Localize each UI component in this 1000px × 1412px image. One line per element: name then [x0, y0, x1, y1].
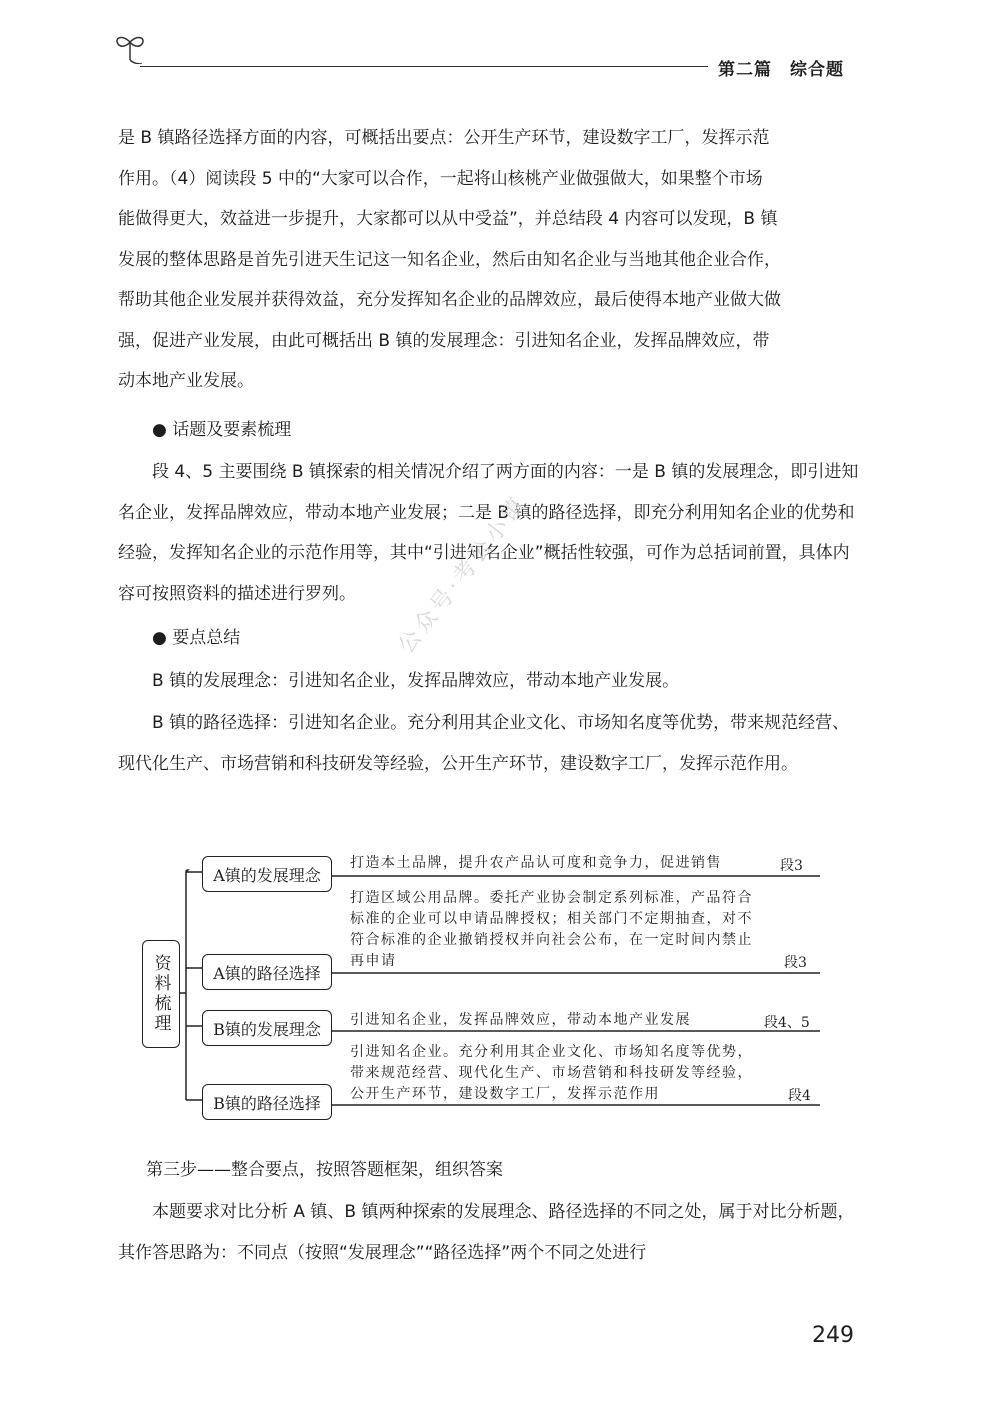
page-number: 249: [812, 1323, 854, 1348]
branch-text: 引进知名企业，发挥品牌效应，带动本地产业发展: [350, 1012, 691, 1028]
summary-heading: ● 要点总结: [152, 628, 241, 648]
intro-line: 能做得更大，效益进一步提升，大家都可以从中受益”，并总结段 4 内容可以发现，B 镇: [118, 209, 778, 229]
sprout-icon: [112, 30, 148, 64]
branch-segment: 段4: [788, 1088, 811, 1104]
material-diagram: [130, 842, 830, 1112]
summary-paragraph: B 镇的路径选择：引进知名企业。充分利用其企业文化、市场知名度等优势，带来规范经营、现代化生产、市场营销和科技研发等经验，公开生产环节，建设数字工厂，发挥示范作用。: [118, 713, 850, 774]
branch-text: 打造区域公用品牌。委托产业协会制定系列标准，产品符合标准的企业可以申请品牌授权；相关部门不定期抽查，对不符合标准的企业撤销授权并向社会公布，在一定时间内禁止再申请: [350, 890, 753, 969]
intro-line: 作用。（4）阅读段 5 中的“大家可以合作，一起将山核桃产业做强做大，如果整个市场: [118, 168, 763, 189]
branch-label: A镇的路径选择: [202, 954, 332, 990]
intro-line: 动本地产业发展。: [118, 371, 254, 391]
topic-paragraph: 段 4、5 主要围绕 B 镇探索的相关情况介绍了两方面的内容：一是 B 镇的发展理念，即引进知名企业，发挥品牌效应，带动本地产业发展；二是 B 镇的路径选择，即充分利用知名企业的优势和经验，发挥知名企业的示范作用等，其中“引进知名企业”概括性较强，可作为总括词前置，具体内容可按照资料的描述进行罗列。: [118, 462, 859, 604]
branch-label: A镇的发展理念: [202, 856, 332, 892]
watermark: 公众号·考公小镇: [393, 490, 533, 659]
header-rule: [140, 66, 708, 67]
intro-line: 是 B 镇路径选择方面的内容，可概括出要点：公开生产环节，建设数字工厂，发挥示范: [118, 128, 770, 148]
step3-paragraph: 本题要求对比分析 A 镇、B 镇两种探索的发展理念、路径选择的不同之处，属于对比分析题，其作答思路为：不同点（按照“发展理念”“路径选择”两个不同之处进行: [118, 1202, 855, 1263]
intro-paragraph: [118, 118, 860, 402]
topic-heading: ● 话题及要素梳理: [152, 420, 292, 440]
branch-text: 引进知名企业。充分利用其企业文化、市场知名度等优势，带来规范经营、现代化生产、市场营销和科技研发等经验，公开生产环节，建设数字工厂，发挥示范作用: [350, 1044, 753, 1102]
intro-line: 帮助其他企业发展并获得效益，充分发挥知名企业的品牌效应，最后使得本地产业做大做: [118, 290, 781, 310]
branch-segment: 段4、5: [764, 1015, 810, 1031]
intro-line: 发展的整体思路是首先引进天生记这一知名企业，然后由知名企业与当地其他企业合作，: [118, 249, 781, 270]
branch-label: B镇的发展理念: [202, 1010, 332, 1046]
summary-line: B 镇的发展理念：引进知名企业，发挥品牌效应，带动本地产业发展。: [152, 671, 680, 691]
branch-segment: 段3: [784, 955, 807, 971]
section-title: 第二篇 综合题: [718, 60, 844, 80]
step3-heading: 第三步——整合要点，按照答题框架，组织答案: [146, 1160, 503, 1180]
branch-segment: 段3: [780, 858, 803, 874]
diagram-root: 资料梳理: [142, 940, 180, 1048]
intro-line: 强，促进产业发展，由此可概括出 B 镇的发展理念：引进知名企业，发挥品牌效应，带: [118, 330, 770, 351]
branch-text: 打造本土品牌，提升农产品认可度和竞争力，促进销售: [350, 855, 722, 871]
branch-label: B镇的路径选择: [202, 1084, 332, 1120]
